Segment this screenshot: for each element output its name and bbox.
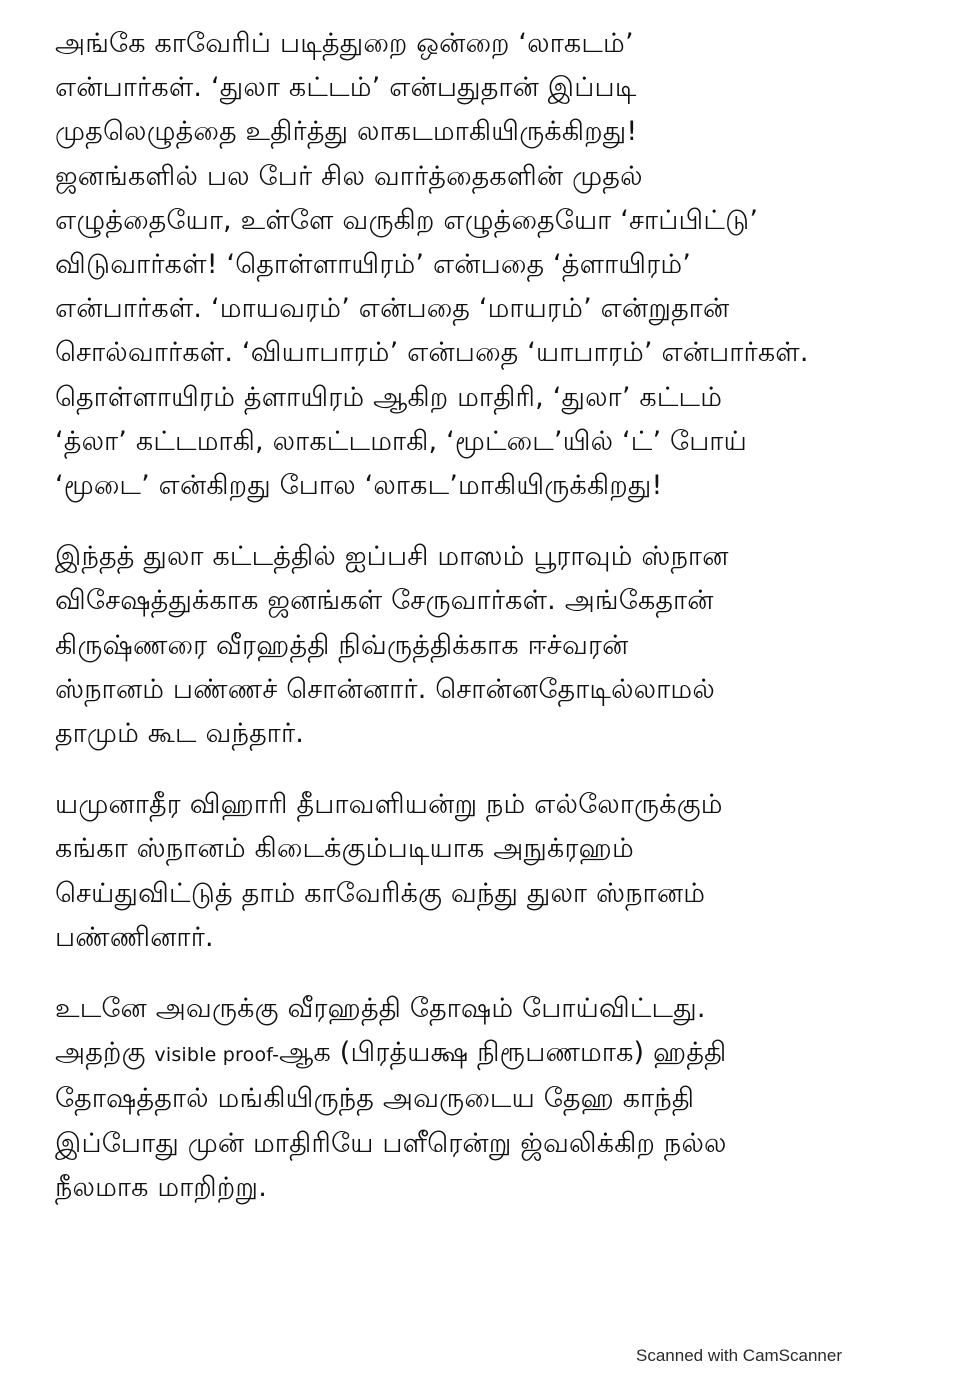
text-line: ‘த்லா’ கட்டமாகி, லாகட்டமாகி, ‘மூட்டை’யில் ‘ட்’ போய் — [55, 425, 747, 457]
text-line: தொள்ளாயிரம் த்ளாயிரம் ஆகிற மாதிரி, ‘துலா’ கட்டம் — [55, 381, 723, 413]
text-line: யமுனாதீர விஹாரி தீபாவளியன்று நம் எல்லோருக்கும் — [55, 789, 723, 821]
text-line: இப்போது முன் மாதிரியே பளீரென்று ஜ்வலிக்கிற நல்ல — [55, 1127, 727, 1159]
text-line: கங்கா ஸ்நானம் கிடைக்கும்படியாக அநுக்ரஹம் — [55, 833, 634, 865]
text-line: தோஷத்தால் மங்கியிருந்த அவருடைய தேஹ காந்தி — [55, 1083, 695, 1115]
tamil-segment: ஆக (பிரத்யக்ஷ நிரூபணமாக) ஹத்தி — [279, 1037, 727, 1069]
text-line: என்பார்கள். ‘மாயவரம்’ என்பதை ‘மாயரம்’ என்றுதான் — [55, 293, 730, 325]
text-line: விடுவார்கள்! ‘தொள்ளாயிரம்’ என்பதை ‘த்ளாயிரம்’ — [55, 249, 692, 281]
text-line: அங்கே காவேரிப் படித்துறை ஒன்றை ‘லாகடம்’ — [55, 28, 634, 59]
text-line: விசேஷத்துக்காக ஜனங்கள் சேருவார்கள். அங்கேதான் — [55, 585, 714, 617]
text-line: எழுத்தையோ, உள்ளே வருகிற எழுத்தையோ ‘சாப்பிட்டு’ — [55, 204, 759, 236]
text-line: ஸ்நானம் பண்ணச் சொன்னார். சொன்னதோடில்லாமல் — [55, 673, 715, 705]
text-line: உடனே அவருக்கு வீரஹத்தி தோஷம் போய்விட்டது. — [55, 993, 706, 1025]
scanner-watermark: Scanned with CamScanner — [636, 1346, 843, 1365]
text-line: கிருஷ்ணரை வீரஹத்தி நிவ்ருத்திக்காக ஈச்வரன் — [55, 629, 629, 661]
paragraph-3 — [55, 783, 935, 960]
text-line: நீலமாக மாறிற்று. — [55, 1171, 267, 1203]
text-line-mixed — [55, 1031, 935, 1077]
text-line: என்பார்கள். ‘துலா கட்டம்’ என்பதுதான் இப்படி — [55, 72, 637, 104]
text-line: ஜனங்களில் பல பேர் சில வார்த்தைகளின் முதல் — [55, 160, 643, 192]
text-line: தாமும் கூட வந்தார். — [55, 718, 305, 750]
paragraph-4 — [55, 987, 935, 1210]
english-segment: visible proof- — [154, 1044, 280, 1067]
text-line: பண்ணினார். — [55, 921, 214, 953]
text-line: முதலெழுத்தை உதிர்த்து லாகடமாகியிருக்கிறது! — [55, 116, 638, 148]
document-page — [55, 22, 935, 1237]
tamil-segment: அதற்கு — [55, 1037, 155, 1069]
text-line: இந்தத் துலா கட்டத்தில் ஐப்பசி மாஸம் பூராவும் ஸ்நான — [55, 541, 729, 573]
paragraph-2 — [55, 535, 935, 756]
text-line: செய்துவிட்டுத் தாம் காவேரிக்கு வந்து துலா ஸ்நானம் — [55, 877, 706, 909]
paragraph-1 — [55, 22, 935, 508]
text-line: ‘மூடை’ என்கிறது போல ‘லாகட’மாகியிருக்கிறது! — [55, 470, 663, 502]
text-line: சொல்வார்கள். ‘வியாபாரம்’ என்பதை ‘யாபாரம்’ என்பார்கள். — [55, 337, 809, 369]
